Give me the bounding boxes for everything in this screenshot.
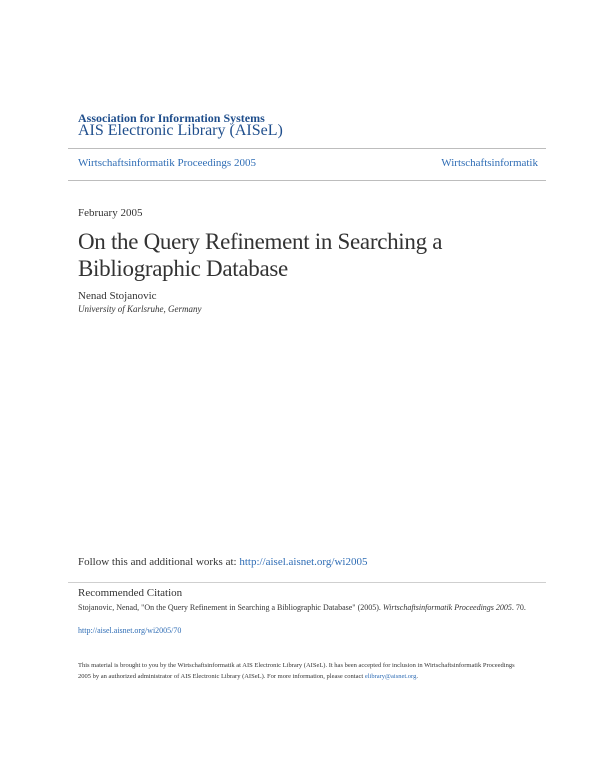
citation-divider xyxy=(68,582,546,583)
citation-suffix: . 70. xyxy=(511,603,526,612)
publication-date: February 2005 xyxy=(78,207,143,219)
header-divider-top xyxy=(68,148,546,149)
citation-heading: Recommended Citation xyxy=(78,587,183,599)
citation-link[interactable]: http://aisel.aisnet.org/wi2005/70 xyxy=(78,626,182,635)
contact-email-link[interactable]: elibrary@aisnet.org xyxy=(364,673,417,680)
proceedings-link[interactable]: Wirtschaftsinformatik Proceedings 2005 xyxy=(78,157,256,169)
paper-title: On the Query Refinement in Searching a Bibliographic Database xyxy=(78,229,443,281)
author-affiliation: University of Karlsruhe, Germany xyxy=(78,304,202,314)
follow-line xyxy=(78,556,367,568)
citation-text xyxy=(78,602,533,613)
notice-text: This material is brought to you by the Wirtschaftsinformatik at AIS Electronic Library (AISeL). It has been accepted for inclusion in Wirtschaftsinformatik Proceedings 2005 by an authorized administrator of AIS Electronic Library (AISeL). For more information, please contact xyxy=(78,662,515,680)
organization-name: Association for Information Systems xyxy=(78,111,265,125)
citation-journal: Wirtschaftsinformatik Proceedings 2005 xyxy=(382,603,512,612)
library-name: AIS Electronic Library (AISeL) xyxy=(78,122,283,139)
repository-notice xyxy=(78,660,518,682)
notice-end: . xyxy=(416,673,418,680)
citation-body: Stojanovic, Nenad, "On the Query Refinement in Searching a Bibliographic Database" (2005). xyxy=(78,603,383,612)
follow-text: Follow this and additional works at: xyxy=(78,556,240,568)
header-divider-bottom xyxy=(68,180,546,181)
conference-link[interactable]: Wirtschaftsinformatik xyxy=(441,157,538,169)
follow-link[interactable]: http://aisel.aisnet.org/wi2005 xyxy=(239,556,368,568)
author-name: Nenad Stojanovic xyxy=(78,290,157,302)
